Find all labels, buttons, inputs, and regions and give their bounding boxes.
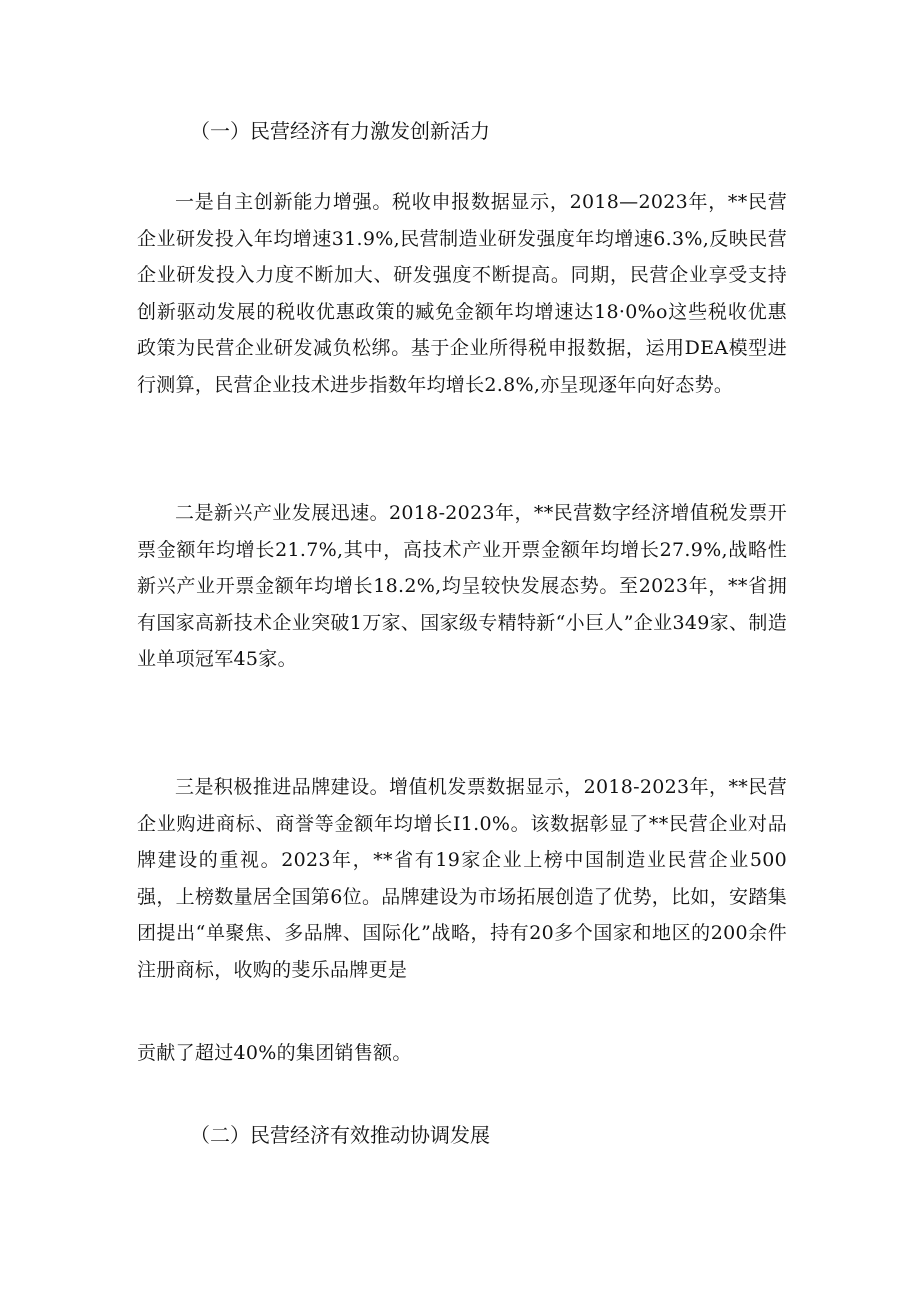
section-heading-coordinated-development: （二）民营经济有效推动协调发展 bbox=[190, 1123, 490, 1147]
paragraph-brand-building-continuation: 贡献了超过40%的集团销售额。 bbox=[137, 1042, 412, 1064]
paragraph-brand-building: 三是积极推进品牌建设。增值机发票数据显示，2018-2023年，**民营企业购进商标、商誉等金额年均增长I1.0%。该数据彰显了**民营企业对品牌建设的重视。2023年，**省有19家企业上榜中国制造业民营企业500强，上榜数量居全国第6位。品牌建设为市场拓展创造了优势，比如，安踏集团提出“单聚焦、多品牌、国际化”战略，持有20多个国家和地区的200余件注册商标，收购的斐乐品牌更是 bbox=[137, 776, 787, 981]
paragraph-emerging-industries: 二是新兴产业发展迅速。2018-2023年，**民营数字经济增值税发票开票金额年均增长21.7%,其中，高技术产业开票金额年均增长27.9%,战略性新兴产业开票金额年均增长18.2%,均呈较快发展态势。至2023年，**省拥有国家高新技术企业突破1万家、国家级专精特新“小巨人”企业349家、制造业单项冠军45家。 bbox=[137, 502, 787, 670]
section-heading-innovation: （一）民营经济有力激发创新活力 bbox=[190, 119, 490, 143]
paragraph-independent-innovation: 一是自主创新能力增强。税收申报数据显示，2018—2023年，**民营企业研发投入年均增速31.9%,民营制造业研发强度年均增速6.3%,反映民营企业研发投入力度不断加大、研发强度不断提高。同期，民营企业享受支持创新驱动发展的税收优惠政策的臧免金额年均增速达18·0%o这些税收优惠政策为民营企业研发减负松绑。基于企业所得税申报数据，运用DEA模型进行测算，民营企业技术进步指数年均增长2.8%,亦呈现逐年向好态势。 bbox=[137, 191, 787, 396]
